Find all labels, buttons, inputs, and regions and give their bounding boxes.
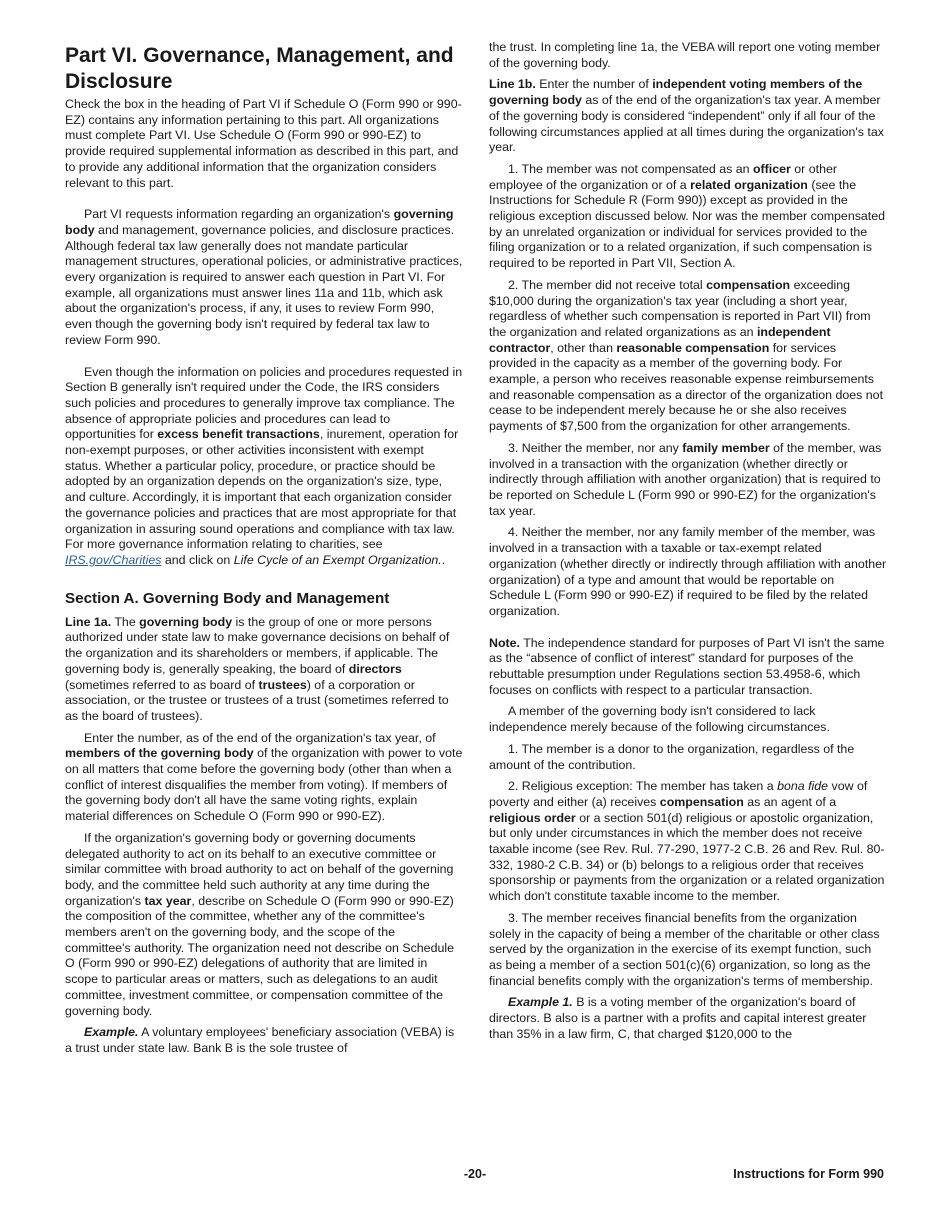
line-1b-paragraph: Line 1b. Enter the number of independent voting members of the governing body as of the end of the organization's tax year. A member of the governing body is considered “independent” only if all four of the following circumstances applied at all times during the organization's tax year. — [489, 77, 884, 155]
circumstance-item-3: 3. The member receives financial benefits from the organization solely in the capacity of being a member of the charitable or other class served by the organization in the exercise of its exempt function, such as being a member of a section 501(c)(6) organization, so long as the financial benefits comply with the organization's terms of membership. — [489, 910, 880, 988]
footer-document-title: Instructions for Form 990 — [733, 1167, 884, 1181]
page-number: -20- — [463, 1167, 487, 1181]
lack-independence-paragraph: A member of the governing body isn't considered to lack independence merely because of the following circumstances. — [489, 704, 830, 735]
governing-body-paragraph: Part VI requests information regarding an organization's governing body and management, governance policies, and disclosure practices. Although federal tax law generally does not mandate particular management structures, operational policies, or administrative practices, every organization is required to answer each question in Part VI. For example, all organizations must answer lines 11a and 11b, which ask about the organization's process, if any, it uses to review Form 990, even though the governing body isn't required by federal tax law to review Form 990. — [65, 207, 463, 347]
enter-number-paragraph: Enter the number, as of the end of the organization's tax year, of members of the governing body of the organization with power to vote on all matters that come before the governing body (other than when a conflict of interest disqualifies the member from voting). If members of the governing body don't all have the same voting rights, explain material differences on Schedule O (Form 990 or 990-EZ). — [65, 730, 463, 824]
independence-item-1: 1. The member was not compensated as an officer or other employee of the organization or of a related organization (see the Instructions for Schedule R (Form 990)) except as provided in the religious exception discussed below. Nor was the member compensated by an unrelated organization or individual for services provided to the filing organization or to a related organization, if such compensation is required to be reported in Part VII, Section A. — [489, 161, 886, 271]
policies-paragraph: Even though the information on policies and procedures requested in Section B generally isn't required under the Code, the IRS considers such policies and procedures to generally improve tax compliance. The absence of appropriate policies and procedures can lead to opportunities for excess benefit transactions, inurement, operation for non-exempt purposes, or other activities inconsistent with exempt status. Whether a particular policy, procedure, or practice should be adopted by an organization depends on the organization's size, type, and culture. Accordingly, it is important that each organization consider the governance policies and practices that are most appropriate for that organization in assuring sound operations and compliance with tax law. For more governance information relating to charities, see IRS.gov/Charities and click on Life Cycle of an Exempt Organization.. — [65, 364, 463, 567]
intro-paragraph: Check the box in the heading of Part VI if Schedule O (Form 990 or 990-EZ) contains any information pertaining to this part. All organizations must complete Part VI. Use Schedule O (Form 990 or 990-EZ) to provide required supplemental information as described in this part, and to provide any additional information that the organization considers relevant to this part. — [65, 97, 462, 190]
example-1-paragraph: Example 1. B is a voting member of the organization's board of directors. B also is a partner with a profits and capital interest greater than 35% in a law firm, C, that charged $120,000 to the — [489, 995, 867, 1041]
veba-example-paragraph: Example. A voluntary employees' beneficiary association (VEBA) is a trust under state law. Bank B is the sole trustee of — [65, 1025, 455, 1055]
note-label: Note. — [489, 635, 520, 650]
example-1-label: Example 1. — [508, 995, 573, 1010]
independence-item-4: 4. Neither the member, nor any family member of the member, was involved in a transaction with a taxable or tax-exempt related organization (whether directly or indirectly through affiliation with another organization) of a type and amount that would be reportable on Schedule L (Form 990 or 990-EZ) if required to be filed by the related organization. — [489, 525, 887, 618]
term-governing-body: governing body — [65, 207, 454, 237]
line-1a-label: Line 1a. — [65, 614, 112, 629]
independence-item-3: 3. Neither the member, nor any family member of the member, was involved in a transaction with the organization (whether directly or indirectly through affiliation with another organization) that is required to be reported on Schedule L (Form 990 or 990-EZ) for the organization's tax year. — [489, 440, 882, 518]
line-1b-label: Line 1b. — [489, 77, 536, 92]
right-column — [489, 40, 887, 1048]
example-label: Example. — [84, 1025, 139, 1040]
circumstance-item-2: 2. Religious exception: The member has taken a bona fide vow of poverty and either (a) receives compensation as an agent of a religious order or a section 501(d) religious or apostolic organization, but only under circumstances in which the member does not receive taxable income (see Rev. Rul. 77-290, 1977-2 C.B. 26 and Rev. Rul. 80-332, 1980-2 C.B. 34) or (b) belongs to a religious order that receives sponsorship or payments from the organization or a related organization which don't constitute taxable income to the member. — [489, 779, 885, 904]
irs-charities-link[interactable]: IRS.gov/Charities — [65, 552, 162, 567]
independence-item-2: 2. The member did not receive total compensation exceeding $10,000 during the organization's tax year (including a short year, regardless of whether such compensation is reported in Part VII) from the organization and related organizations as an independent contractor, other than reasonable compensation for services provided in the capacity as a member of the governing body. For example, a person who receives reasonable expense reimbursements and reasonable compensation as a director of the organization does not cease to be independent merely because he or she also receives payments of $7,500 from the organization for other arrangements. — [489, 277, 884, 434]
veba-continuation: the trust. In completing line 1a, the VEBA will report one voting member of the governing body. — [489, 40, 881, 70]
left-column — [65, 40, 463, 1063]
line-1a-paragraph: Line 1a. The governing body is the group of one or more persons authorized under state law to make governance decisions on behalf of the organization and its shareholders or members, if applicable. The governing body is, generally speaking, the board of directors (sometimes referred to as board of trustees) of a corporation or association, or the trustee or trustees of a trust (sometimes referred to as the board of trustees). — [65, 614, 450, 723]
delegated-authority-paragraph: If the organization's governing body or governing documents delegated authority to act on its behalf to an executive committee or similar committee with broad authority to act on behalf of the governing body, and the committee held such authority at any time during the organization's tax year, describe on Schedule O (Form 990 or 990-EZ) the composition of the committee, whether any of the committee's members aren't on the governing body, and the scope of the committee's authority. The organization need not describe on Schedule O (Form 990 or 990-EZ) delegations of authority that are limited in scope to particular areas or matters, such as delegations to an audit committee, investment committee, or compensation committee of the governing body. — [65, 830, 455, 1018]
note-paragraph: Note. The independence standard for purposes of Part VI isn't the same as the “absence of conflict of interest” standard for purposes of the rebuttable presumption under Regulations section 53.4958-6, which focuses on conflicts with respect to a particular transaction. — [489, 635, 885, 697]
part-vi-heading: Part VI. Governance, Management, and Disclosure — [65, 44, 454, 93]
term-excess-benefit: excess benefit transactions — [157, 427, 320, 442]
circumstance-item-1: 1. The member is a donor to the organization, regardless of the amount of the contribution. — [489, 741, 855, 772]
life-cycle-title: Life Cycle of an Exempt Organization. — [233, 552, 442, 567]
section-a-heading: Section A. Governing Body and Management — [65, 589, 390, 607]
